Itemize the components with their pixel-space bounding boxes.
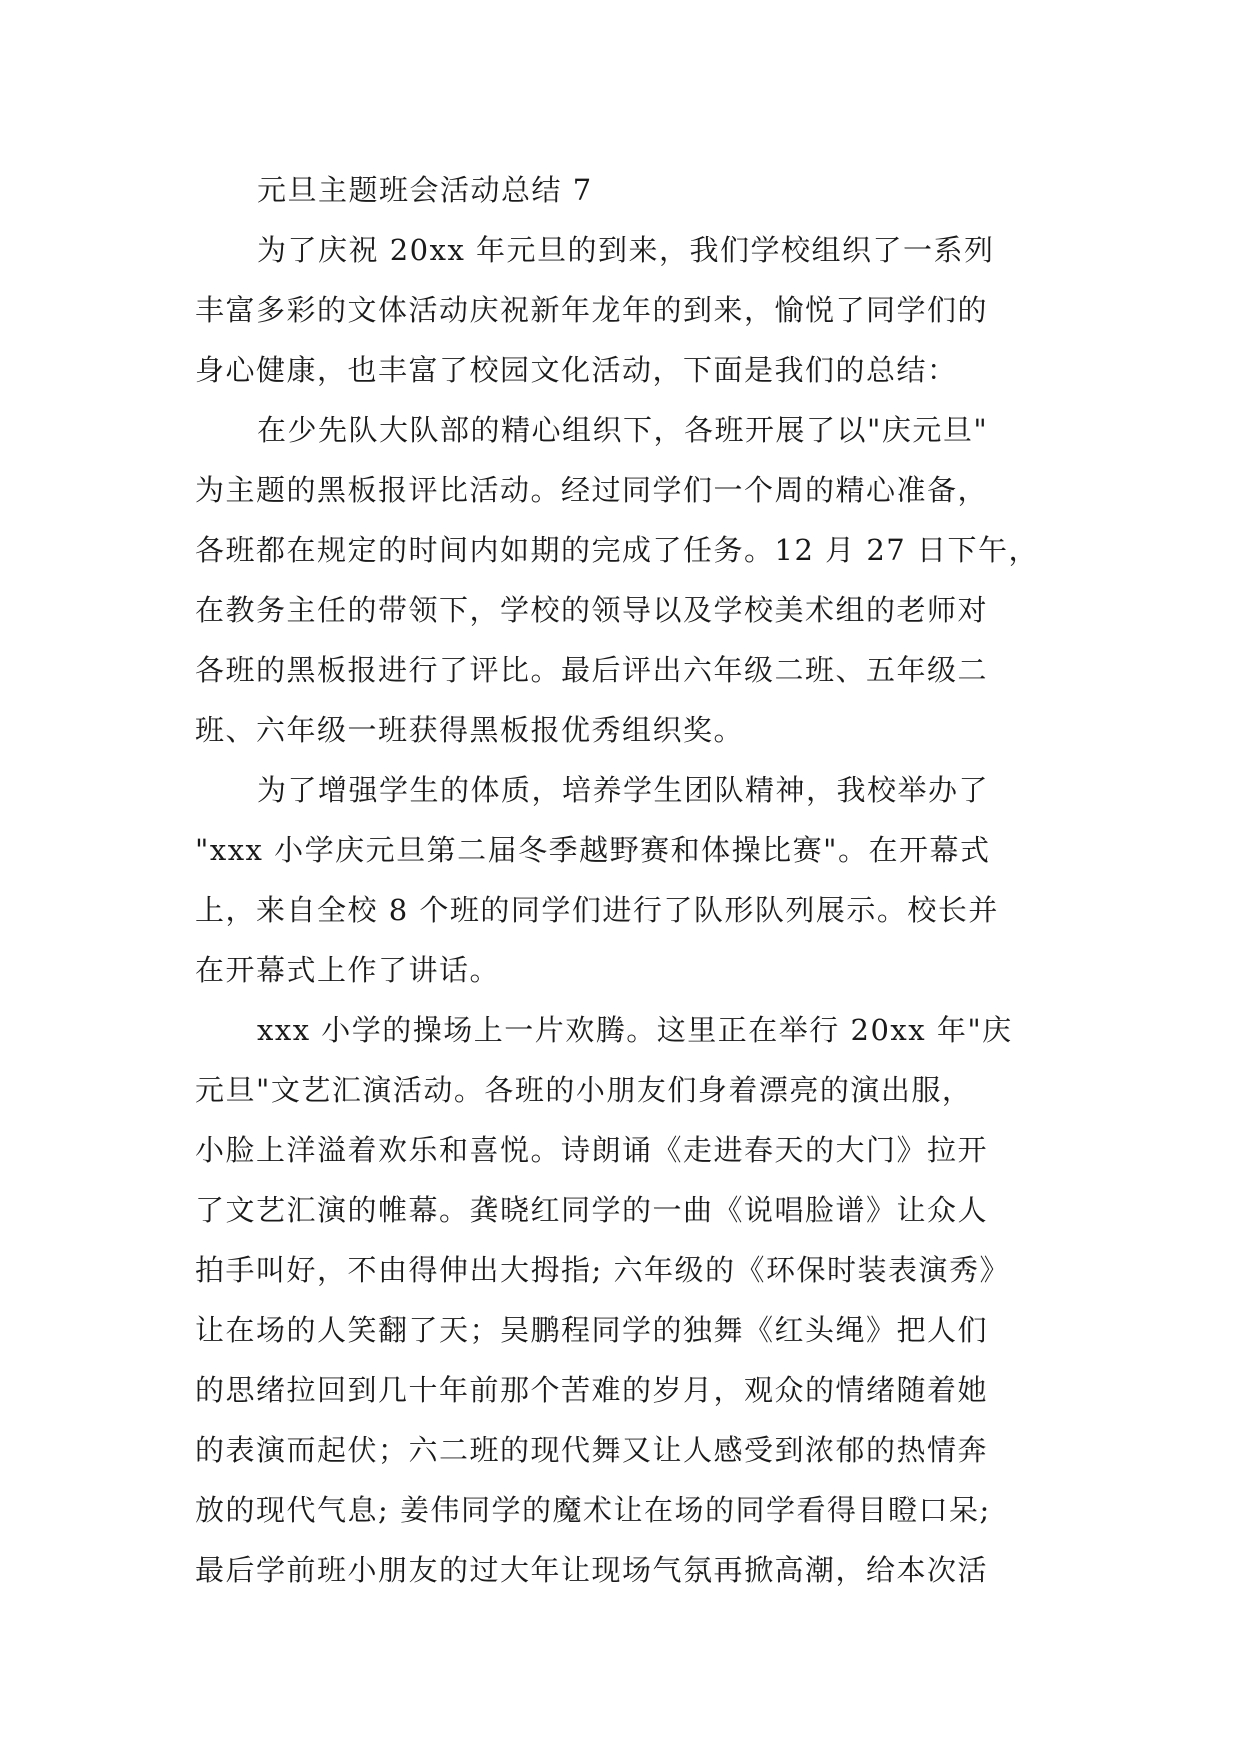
text-line: 小脸上洋溢着欢乐和喜悦。诗朗诵《走进春天的大门》拉开 — [195, 1133, 989, 1167]
document-title: 元旦主题班会活动总结 7 — [257, 173, 593, 207]
text-line: 让在场的人笑翻了天；吴鹏程同学的独舞《红头绳》把人们 — [195, 1313, 989, 1347]
text-line: 在少先队大队部的精心组织下，各班开展了以"庆元旦" — [257, 413, 989, 447]
text-line: 各班都在规定的时间内如期的完成了任务。12 月 27 日下午， — [195, 533, 1039, 567]
text-line: 拍手叫好，不由得伸出大拇指; 六年级的《环保时装表演秀》 — [195, 1253, 1010, 1287]
text-line: 的表演而起伏；六二班的现代舞又让人感受到浓郁的热情奔 — [195, 1433, 989, 1467]
text-line: 班、六年级一班获得黑板报优秀组织奖。 — [195, 713, 745, 747]
text-line: 为了庆祝 20xx 年元旦的到来，我们学校组织了一系列 — [257, 233, 995, 267]
text-line: 在教务主任的带领下，学校的领导以及学校美术组的老师对 — [195, 593, 989, 627]
text-line: xxx 小学的操场上一片欢腾。这里正在举行 20xx 年"庆 — [257, 1013, 1013, 1047]
text-line: 为主题的黑板报评比活动。经过同学们一个周的精心准备， — [195, 473, 989, 507]
text-line: 在开幕式上作了讲话。 — [195, 953, 501, 987]
paragraph-blackboard — [195, 400, 1055, 760]
text-line: 身心健康，也丰富了校园文化活动，下面是我们的总结： — [195, 353, 958, 387]
text-line: "xxx 小学庆元旦第二届冬季越野赛和体操比赛"。在开幕式 — [195, 833, 991, 867]
text-line: 了文艺汇演的帷幕。龚晓红同学的一曲《说唱脸谱》让众人 — [195, 1193, 989, 1227]
text-line: 上，来自全校 8 个班的同学们进行了队形队列展示。校长并 — [195, 893, 999, 927]
paragraph-performance — [195, 1000, 1055, 1600]
paragraph-sports — [195, 760, 1055, 1000]
text-line: 的思绪拉回到几十年前那个苦难的岁月，观众的情绪随着她 — [195, 1373, 989, 1407]
text-line: 元旦"文艺汇演活动。各班的小朋友们身着漂亮的演出服， — [195, 1073, 973, 1107]
text-line: 为了增强学生的体质，培养学生团队精神，我校举办了 — [257, 773, 990, 807]
text-line: 丰富多彩的文体活动庆祝新年龙年的到来，愉悦了同学们的 — [195, 293, 989, 327]
paragraph-intro — [195, 220, 1055, 400]
text-line: 放的现代气息; 姜伟同学的魔术让在场的同学看得目瞪口呆; — [195, 1493, 991, 1527]
document-body — [195, 160, 1055, 1600]
text-line: 最后学前班小朋友的过大年让现场气氛再掀高潮，给本次活 — [195, 1553, 989, 1587]
text-line: 各班的黑板报进行了评比。最后评出六年级二班、五年级二 — [195, 653, 989, 687]
